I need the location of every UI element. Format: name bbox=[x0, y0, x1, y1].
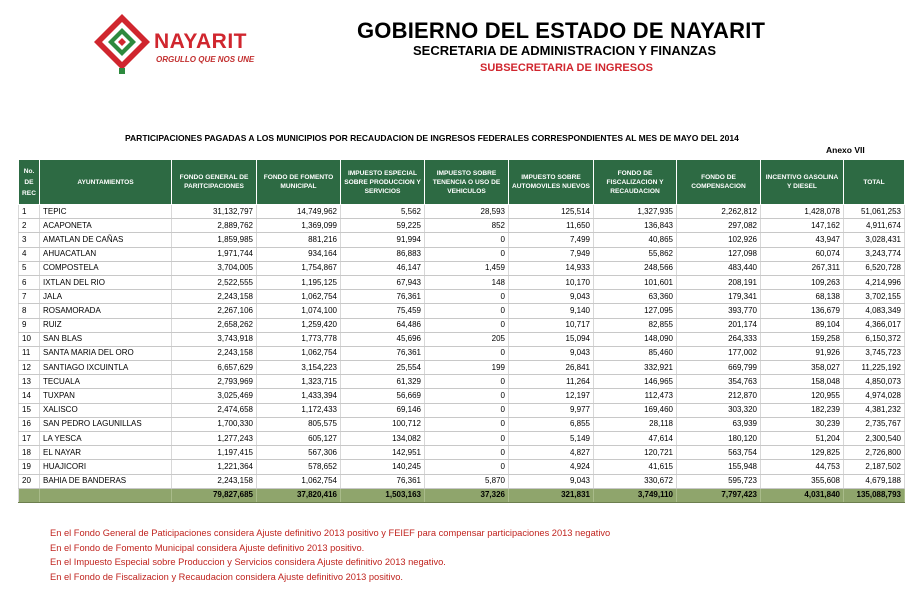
table-row bbox=[19, 432, 905, 446]
nayarit-emblem-icon bbox=[92, 12, 152, 76]
table-row bbox=[19, 304, 905, 318]
amount-cell: 2,267,106 bbox=[172, 304, 257, 318]
amount-cell: 11,650 bbox=[509, 219, 594, 233]
table-row bbox=[19, 446, 905, 460]
amount-cell: 142,951 bbox=[341, 446, 425, 460]
amount-cell: 60,074 bbox=[761, 247, 844, 261]
amount-cell: 1,859,985 bbox=[172, 233, 257, 247]
amount-cell: 2,735,767 bbox=[844, 417, 905, 431]
amount-cell: 120,955 bbox=[761, 389, 844, 403]
amount-cell: 28,593 bbox=[425, 205, 509, 219]
government-title: GOBIERNO DEL ESTADO DE NAYARIT bbox=[357, 18, 766, 43]
amount-cell: 182,239 bbox=[761, 403, 844, 417]
amount-cell: 4,381,232 bbox=[844, 403, 905, 417]
amount-cell: 1,074,100 bbox=[257, 304, 341, 318]
amount-cell: 46,147 bbox=[341, 261, 425, 275]
amount-cell: 125,514 bbox=[509, 205, 594, 219]
amount-cell: 1,327,935 bbox=[594, 205, 677, 219]
municipality-name: ROSAMORADA bbox=[40, 304, 172, 318]
amount-cell: 2,262,812 bbox=[677, 205, 761, 219]
amount-cell: 112,473 bbox=[594, 389, 677, 403]
amount-cell: 3,028,431 bbox=[844, 233, 905, 247]
amount-cell: 67,943 bbox=[341, 275, 425, 289]
amount-cell: 159,258 bbox=[761, 332, 844, 346]
footnote: En el Fondo de Fomento Municipal considera Ajuste definitivo 2013 positivo. bbox=[50, 542, 365, 553]
table-row bbox=[19, 403, 905, 417]
amount-cell: 1,172,433 bbox=[257, 403, 341, 417]
amount-cell: 3,154,223 bbox=[257, 361, 341, 375]
total-amount: 37,820,416 bbox=[257, 488, 341, 502]
row-number: 13 bbox=[19, 375, 40, 389]
col-header-fondo-general: FONDO GENERAL DE PARITCIPACIONES bbox=[172, 160, 257, 205]
amount-cell: 6,520,728 bbox=[844, 261, 905, 275]
amount-cell: 2,793,969 bbox=[172, 375, 257, 389]
amount-cell: 1,323,715 bbox=[257, 375, 341, 389]
amount-cell: 85,460 bbox=[594, 346, 677, 360]
amount-cell: 0 bbox=[425, 417, 509, 431]
subsecretariat-title: SUBSECRETARIA DE INGRESOS bbox=[480, 62, 653, 74]
amount-cell: 140,245 bbox=[341, 460, 425, 474]
row-number: 19 bbox=[19, 460, 40, 474]
logo-name: NAYARIT bbox=[154, 30, 247, 53]
amount-cell: 40,865 bbox=[594, 233, 677, 247]
logo-slogan: ORGULLO QUE NOS UNE bbox=[156, 55, 255, 64]
amount-cell: 6,150,372 bbox=[844, 332, 905, 346]
amount-cell: 9,043 bbox=[509, 290, 594, 304]
amount-cell: 1,971,744 bbox=[172, 247, 257, 261]
amount-cell: 86,883 bbox=[341, 247, 425, 261]
col-header-fiscalizacion: FONDO DE FISCALIZACION Y RECAUDACION bbox=[594, 160, 677, 205]
amount-cell: 5,870 bbox=[425, 474, 509, 488]
amount-cell: 146,965 bbox=[594, 375, 677, 389]
amount-cell: 61,329 bbox=[341, 375, 425, 389]
amount-cell: 0 bbox=[425, 304, 509, 318]
total-amount: 321,831 bbox=[509, 488, 594, 502]
table-row bbox=[19, 346, 905, 360]
amount-cell: 91,994 bbox=[341, 233, 425, 247]
table-header-row bbox=[19, 160, 905, 205]
total-amount: 4,031,840 bbox=[761, 488, 844, 502]
no-header-line3: REC bbox=[22, 189, 36, 197]
amount-cell: 9,140 bbox=[509, 304, 594, 318]
amount-cell: 177,002 bbox=[677, 346, 761, 360]
amount-cell: 0 bbox=[425, 375, 509, 389]
amount-cell: 330,672 bbox=[594, 474, 677, 488]
amount-cell: 0 bbox=[425, 460, 509, 474]
amount-cell: 4,083,349 bbox=[844, 304, 905, 318]
amount-cell: 3,702,155 bbox=[844, 290, 905, 304]
amount-cell: 3,743,918 bbox=[172, 332, 257, 346]
row-number: 3 bbox=[19, 233, 40, 247]
amount-cell: 248,566 bbox=[594, 261, 677, 275]
row-number: 16 bbox=[19, 417, 40, 431]
amount-cell: 605,127 bbox=[257, 432, 341, 446]
row-number: 5 bbox=[19, 261, 40, 275]
amount-cell: 934,164 bbox=[257, 247, 341, 261]
amount-cell: 30,239 bbox=[761, 417, 844, 431]
amount-cell: 1,433,394 bbox=[257, 389, 341, 403]
table-row bbox=[19, 417, 905, 431]
total-amount: 135,088,793 bbox=[844, 488, 905, 502]
amount-cell: 63,939 bbox=[677, 417, 761, 431]
amount-cell: 11,225,192 bbox=[844, 361, 905, 375]
amount-cell: 76,361 bbox=[341, 290, 425, 304]
amount-cell: 15,094 bbox=[509, 332, 594, 346]
row-number: 9 bbox=[19, 318, 40, 332]
amount-cell: 3,745,723 bbox=[844, 346, 905, 360]
row-number: 17 bbox=[19, 432, 40, 446]
municipality-name: LA YESCA bbox=[40, 432, 172, 446]
table-row bbox=[19, 318, 905, 332]
amount-cell: 208,191 bbox=[677, 275, 761, 289]
amount-cell: 4,214,996 bbox=[844, 275, 905, 289]
amount-cell: 102,926 bbox=[677, 233, 761, 247]
nayarit-logo bbox=[92, 12, 262, 76]
amount-cell: 212,870 bbox=[677, 389, 761, 403]
secretariat-title: SECRETARIA DE ADMINISTRACION Y FINANZAS bbox=[413, 43, 717, 58]
amount-cell: 332,921 bbox=[594, 361, 677, 375]
amount-cell: 28,118 bbox=[594, 417, 677, 431]
amount-cell: 0 bbox=[425, 389, 509, 403]
col-header-compensacion: FONDO DE COMPENSACION bbox=[677, 160, 761, 205]
col-header-fomento-municipal: FONDO DE FOMENTO MUNICIPAL bbox=[257, 160, 341, 205]
amount-cell: 9,043 bbox=[509, 346, 594, 360]
amount-cell: 1,754,867 bbox=[257, 261, 341, 275]
amount-cell: 2,243,158 bbox=[172, 474, 257, 488]
amount-cell: 9,977 bbox=[509, 403, 594, 417]
amount-cell: 51,061,253 bbox=[844, 205, 905, 219]
amount-cell: 25,554 bbox=[341, 361, 425, 375]
table-row bbox=[19, 332, 905, 346]
amount-cell: 7,949 bbox=[509, 247, 594, 261]
amount-cell: 2,243,158 bbox=[172, 346, 257, 360]
row-number: 8 bbox=[19, 304, 40, 318]
row-number: 6 bbox=[19, 275, 40, 289]
amount-cell: 354,763 bbox=[677, 375, 761, 389]
table-row bbox=[19, 375, 905, 389]
amount-cell: 2,243,158 bbox=[172, 290, 257, 304]
amount-cell: 1,062,754 bbox=[257, 290, 341, 304]
amount-cell: 358,027 bbox=[761, 361, 844, 375]
municipality-name: EL NAYAR bbox=[40, 446, 172, 460]
amount-cell: 0 bbox=[425, 403, 509, 417]
amount-cell: 169,460 bbox=[594, 403, 677, 417]
amount-cell: 26,841 bbox=[509, 361, 594, 375]
municipality-name: SAN PEDRO LAGUNILLAS bbox=[40, 417, 172, 431]
row-number: 20 bbox=[19, 474, 40, 488]
municipality-name: TEPIC bbox=[40, 205, 172, 219]
table-row bbox=[19, 474, 905, 488]
amount-cell: 82,855 bbox=[594, 318, 677, 332]
col-header-total: TOTAL bbox=[844, 160, 905, 205]
table-row bbox=[19, 361, 905, 375]
amount-cell: 5,149 bbox=[509, 432, 594, 446]
amount-cell: 578,652 bbox=[257, 460, 341, 474]
amount-cell: 1,221,364 bbox=[172, 460, 257, 474]
amount-cell: 1,195,125 bbox=[257, 275, 341, 289]
amount-cell: 155,948 bbox=[677, 460, 761, 474]
amount-cell: 89,104 bbox=[761, 318, 844, 332]
amount-cell: 669,799 bbox=[677, 361, 761, 375]
amount-cell: 1,700,330 bbox=[172, 417, 257, 431]
amount-cell: 148 bbox=[425, 275, 509, 289]
col-header-ieps: IMPUESTO ESPECIAL SOBRE PRODUCCION Y SERVICIOS bbox=[341, 160, 425, 205]
amount-cell: 0 bbox=[425, 233, 509, 247]
row-number: 12 bbox=[19, 361, 40, 375]
row-number: 4 bbox=[19, 247, 40, 261]
amount-cell: 0 bbox=[425, 290, 509, 304]
amount-cell: 14,749,962 bbox=[257, 205, 341, 219]
row-number: 2 bbox=[19, 219, 40, 233]
municipality-name: SANTIAGO IXCUINTLA bbox=[40, 361, 172, 375]
amount-cell: 10,170 bbox=[509, 275, 594, 289]
totals-blank bbox=[19, 488, 40, 502]
amount-cell: 4,924 bbox=[509, 460, 594, 474]
table-row bbox=[19, 460, 905, 474]
amount-cell: 100,712 bbox=[341, 417, 425, 431]
amount-cell: 3,025,469 bbox=[172, 389, 257, 403]
row-number: 11 bbox=[19, 346, 40, 360]
municipality-name: BAHIA DE BANDERAS bbox=[40, 474, 172, 488]
amount-cell: 0 bbox=[425, 247, 509, 261]
amount-cell: 63,360 bbox=[594, 290, 677, 304]
amount-cell: 136,679 bbox=[761, 304, 844, 318]
totals-blank bbox=[40, 488, 172, 502]
amount-cell: 147,162 bbox=[761, 219, 844, 233]
amount-cell: 0 bbox=[425, 318, 509, 332]
footnote: En el Impuesto Especial sobre Produccion y Servicios considera Ajuste definitivo 2013 negativo. bbox=[50, 557, 446, 567]
amount-cell: 134,082 bbox=[341, 432, 425, 446]
amount-cell: 881,216 bbox=[257, 233, 341, 247]
amount-cell: 6,657,629 bbox=[172, 361, 257, 375]
amount-cell: 297,082 bbox=[677, 219, 761, 233]
totals-row bbox=[19, 488, 905, 502]
amount-cell: 567,306 bbox=[257, 446, 341, 460]
amount-cell: 5,562 bbox=[341, 205, 425, 219]
amount-cell: 120,721 bbox=[594, 446, 677, 460]
municipality-name: TECUALA bbox=[40, 375, 172, 389]
amount-cell: 69,146 bbox=[341, 403, 425, 417]
amount-cell: 4,366,017 bbox=[844, 318, 905, 332]
amount-cell: 51,204 bbox=[761, 432, 844, 446]
row-number: 18 bbox=[19, 446, 40, 460]
amount-cell: 1,773,778 bbox=[257, 332, 341, 346]
amount-cell: 0 bbox=[425, 432, 509, 446]
table-row bbox=[19, 219, 905, 233]
no-header-line1: No. bbox=[23, 167, 35, 175]
amount-cell: 12,197 bbox=[509, 389, 594, 403]
total-amount: 1,503,163 bbox=[341, 488, 425, 502]
amount-cell: 127,098 bbox=[677, 247, 761, 261]
no-header-line2: DE bbox=[24, 178, 34, 186]
amount-cell: 179,341 bbox=[677, 290, 761, 304]
amount-cell: 47,614 bbox=[594, 432, 677, 446]
amount-cell: 10,717 bbox=[509, 318, 594, 332]
participaciones-table bbox=[18, 159, 905, 503]
municipality-name: AMATLAN DE CAÑAS bbox=[40, 233, 172, 247]
amount-cell: 75,459 bbox=[341, 304, 425, 318]
amount-cell: 199 bbox=[425, 361, 509, 375]
total-amount: 79,827,685 bbox=[172, 488, 257, 502]
municipality-name: ACAPONETA bbox=[40, 219, 172, 233]
amount-cell: 1,369,099 bbox=[257, 219, 341, 233]
annex-label: Anexo VII bbox=[826, 145, 865, 155]
municipality-name: HUAJICORI bbox=[40, 460, 172, 474]
table-row bbox=[19, 261, 905, 275]
amount-cell: 201,174 bbox=[677, 318, 761, 332]
municipality-name: RUIZ bbox=[40, 318, 172, 332]
col-header-tenencia: IMPUESTO SOBRE TENENCIA O USO DE VEHICULOS bbox=[425, 160, 509, 205]
footnote: En el Fondo de Fiscalizacion y Recaudacion considera Ajuste definitivo 2013 positivo. bbox=[50, 571, 403, 582]
amount-cell: 2,474,658 bbox=[172, 403, 257, 417]
amount-cell: 14,933 bbox=[509, 261, 594, 275]
amount-cell: 483,440 bbox=[677, 261, 761, 275]
amount-cell: 4,974,028 bbox=[844, 389, 905, 403]
amount-cell: 563,754 bbox=[677, 446, 761, 460]
table-row bbox=[19, 247, 905, 261]
amount-cell: 205 bbox=[425, 332, 509, 346]
amount-cell: 393,770 bbox=[677, 304, 761, 318]
amount-cell: 0 bbox=[425, 346, 509, 360]
amount-cell: 264,333 bbox=[677, 332, 761, 346]
amount-cell: 31,132,797 bbox=[172, 205, 257, 219]
municipality-name: TUXPAN bbox=[40, 389, 172, 403]
amount-cell: 76,361 bbox=[341, 346, 425, 360]
amount-cell: 44,753 bbox=[761, 460, 844, 474]
amount-cell: 1,197,415 bbox=[172, 446, 257, 460]
footnote: En el Fondo General de Paticipaciones considera Ajuste definitivo 2013 positivo y FEIEF para compensar participaciones 2013 negativo bbox=[50, 528, 611, 538]
amount-cell: 3,243,774 bbox=[844, 247, 905, 261]
amount-cell: 1,062,754 bbox=[257, 346, 341, 360]
amount-cell: 68,138 bbox=[761, 290, 844, 304]
footnotes bbox=[50, 526, 610, 584]
amount-cell: 267,311 bbox=[761, 261, 844, 275]
amount-cell: 4,911,674 bbox=[844, 219, 905, 233]
amount-cell: 3,704,005 bbox=[172, 261, 257, 275]
amount-cell: 64,486 bbox=[341, 318, 425, 332]
amount-cell: 109,263 bbox=[761, 275, 844, 289]
col-header-gasolina-diesel: INCENTIVO GASOLINA Y DIESEL bbox=[761, 160, 844, 205]
municipality-name: SAN BLAS bbox=[40, 332, 172, 346]
amount-cell: 9,043 bbox=[509, 474, 594, 488]
amount-cell: 6,855 bbox=[509, 417, 594, 431]
amount-cell: 91,926 bbox=[761, 346, 844, 360]
amount-cell: 852 bbox=[425, 219, 509, 233]
amount-cell: 158,048 bbox=[761, 375, 844, 389]
amount-cell: 1,062,754 bbox=[257, 474, 341, 488]
table-row bbox=[19, 275, 905, 289]
amount-cell: 180,120 bbox=[677, 432, 761, 446]
amount-cell: 355,608 bbox=[761, 474, 844, 488]
total-amount: 3,749,110 bbox=[594, 488, 677, 502]
amount-cell: 4,827 bbox=[509, 446, 594, 460]
table-row bbox=[19, 205, 905, 219]
amount-cell: 59,225 bbox=[341, 219, 425, 233]
amount-cell: 2,187,502 bbox=[844, 460, 905, 474]
municipality-name: JALA bbox=[40, 290, 172, 304]
total-amount: 37,326 bbox=[425, 488, 509, 502]
amount-cell: 129,825 bbox=[761, 446, 844, 460]
municipality-name: AHUACATLAN bbox=[40, 247, 172, 261]
amount-cell: 7,499 bbox=[509, 233, 594, 247]
amount-cell: 11,264 bbox=[509, 375, 594, 389]
amount-cell: 2,889,762 bbox=[172, 219, 257, 233]
amount-cell: 2,522,555 bbox=[172, 275, 257, 289]
municipality-name: COMPOSTELA bbox=[40, 261, 172, 275]
amount-cell: 56,669 bbox=[341, 389, 425, 403]
amount-cell: 805,575 bbox=[257, 417, 341, 431]
table-row bbox=[19, 233, 905, 247]
amount-cell: 1,459 bbox=[425, 261, 509, 275]
amount-cell: 2,300,540 bbox=[844, 432, 905, 446]
municipality-name: SANTA MARIA DEL ORO bbox=[40, 346, 172, 360]
amount-cell: 43,947 bbox=[761, 233, 844, 247]
municipality-name: XALISCO bbox=[40, 403, 172, 417]
amount-cell: 127,095 bbox=[594, 304, 677, 318]
row-number: 14 bbox=[19, 389, 40, 403]
amount-cell: 303,320 bbox=[677, 403, 761, 417]
amount-cell: 2,658,262 bbox=[172, 318, 257, 332]
total-amount: 7,797,423 bbox=[677, 488, 761, 502]
amount-cell: 0 bbox=[425, 446, 509, 460]
col-header-number bbox=[19, 160, 40, 205]
col-header-autos-nuevos: IMPUESTO SOBRE AUTOMOVILES NUEVOS bbox=[509, 160, 594, 205]
table-row bbox=[19, 389, 905, 403]
amount-cell: 101,601 bbox=[594, 275, 677, 289]
amount-cell: 1,277,243 bbox=[172, 432, 257, 446]
amount-cell: 4,850,073 bbox=[844, 375, 905, 389]
report-title: PARTICIPACIONES PAGADAS A LOS MUNICIPIOS POR RECAUDACION DE INGRESOS FEDERALES CORRESPONDIENTES AL MES DE MAYO DEL 2014 bbox=[125, 133, 739, 143]
amount-cell: 148,090 bbox=[594, 332, 677, 346]
row-number: 15 bbox=[19, 403, 40, 417]
table-row bbox=[19, 290, 905, 304]
row-number: 1 bbox=[19, 205, 40, 219]
municipality-name: IXTLAN DEL RIO bbox=[40, 275, 172, 289]
amount-cell: 595,723 bbox=[677, 474, 761, 488]
row-number: 10 bbox=[19, 332, 40, 346]
row-number: 7 bbox=[19, 290, 40, 304]
amount-cell: 2,726,800 bbox=[844, 446, 905, 460]
amount-cell: 41,615 bbox=[594, 460, 677, 474]
amount-cell: 45,696 bbox=[341, 332, 425, 346]
amount-cell: 76,361 bbox=[341, 474, 425, 488]
amount-cell: 1,259,420 bbox=[257, 318, 341, 332]
amount-cell: 4,679,188 bbox=[844, 474, 905, 488]
amount-cell: 55,862 bbox=[594, 247, 677, 261]
amount-cell: 136,843 bbox=[594, 219, 677, 233]
amount-cell: 1,428,078 bbox=[761, 205, 844, 219]
col-header-ayuntamientos: AYUNTAMIENTOS bbox=[40, 160, 172, 205]
